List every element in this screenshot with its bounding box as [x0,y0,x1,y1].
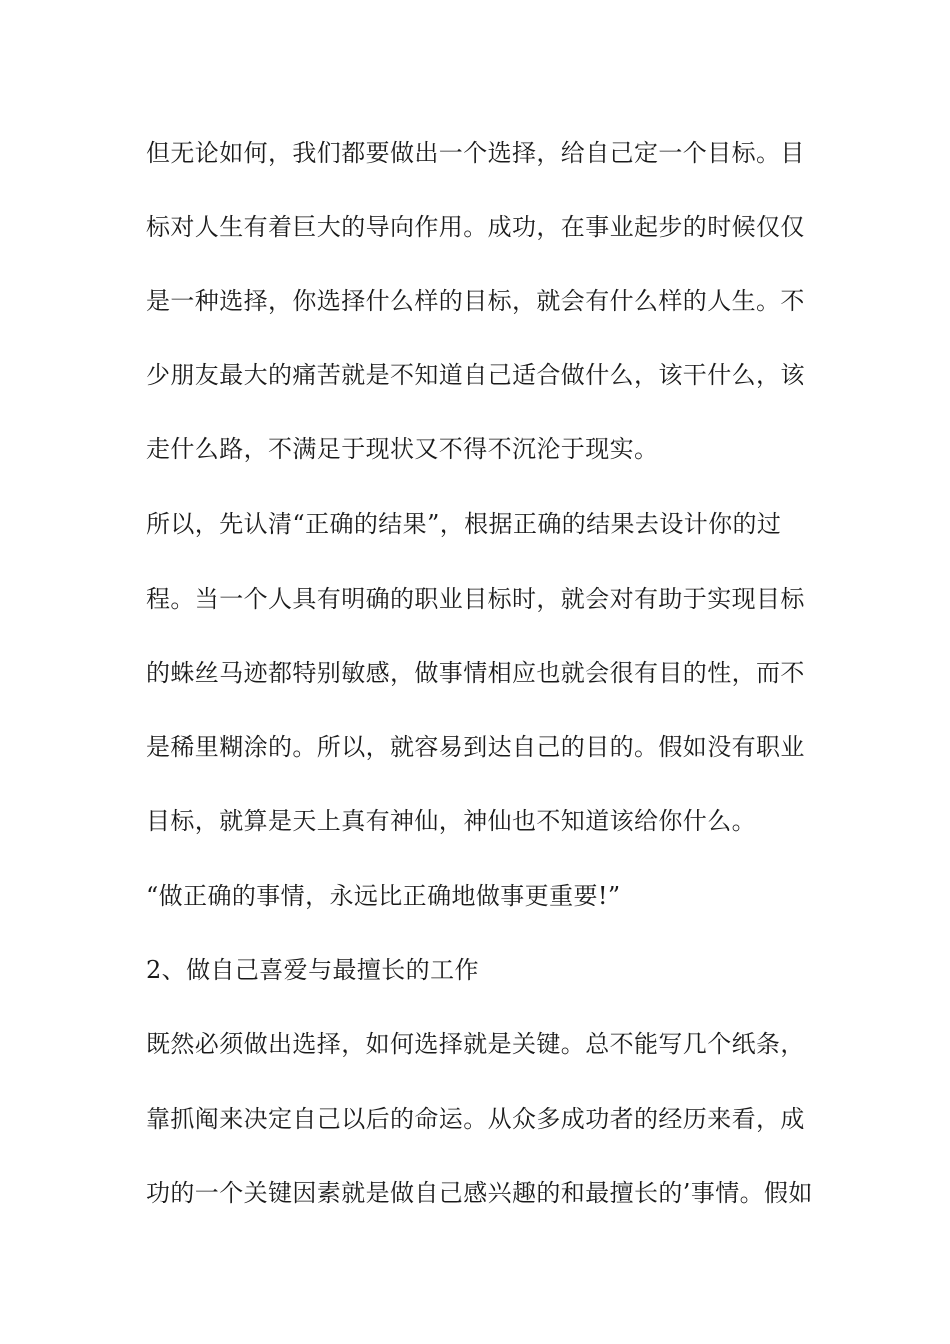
section-heading: 2、做自己喜爱与最擅长的工作 [146,956,479,984]
text-line: 少朋友最大的痛苦就是不知道自己适合做什么，该干什么，该 [146,361,805,389]
text-line: 的蛛丝马迹都特别敏感，做事情相应也就会很有目的性，而不 [146,659,805,687]
text-line: 既然必须做出选择，如何选择就是关键。总不能写几个纸条， [146,1030,805,1058]
text-line: 目标，就算是天上真有神仙，神仙也不知道该给你什么。 [146,807,756,835]
text-line: 功的一个关键因素就是做自己感兴趣的和最擅长的’事情。假如 [146,1179,813,1207]
text-line: 标对人生有着巨大的导向作用。成功，在事业起步的时候仅仅 [146,213,805,241]
text-line: 程。当一个人具有明确的职业目标时，就会对有助于实现目标 [146,585,805,613]
text-line: 所以，先认清“正确的结果”，根据正确的结果去设计你的过 [146,510,782,538]
text-line: 走什么路，不满足于现状又不得不沉沦于现实。 [146,435,659,463]
text-line: 是稀里糊涂的。所以，就容易到达自己的目的。假如没有职业 [146,733,805,761]
text-line: 靠抓阄来决定自己以后的命运。从众多成功者的经历来看，成 [146,1105,805,1133]
text-line: 但无论如何，我们都要做出一个选择，给自己定一个目标。目 [146,139,805,167]
text-line: 是一种选择，你选择什么样的目标，就会有什么样的人生。不 [146,287,805,315]
text-line: “做正确的事情，永远比正确地做事更重要!” [146,882,621,910]
